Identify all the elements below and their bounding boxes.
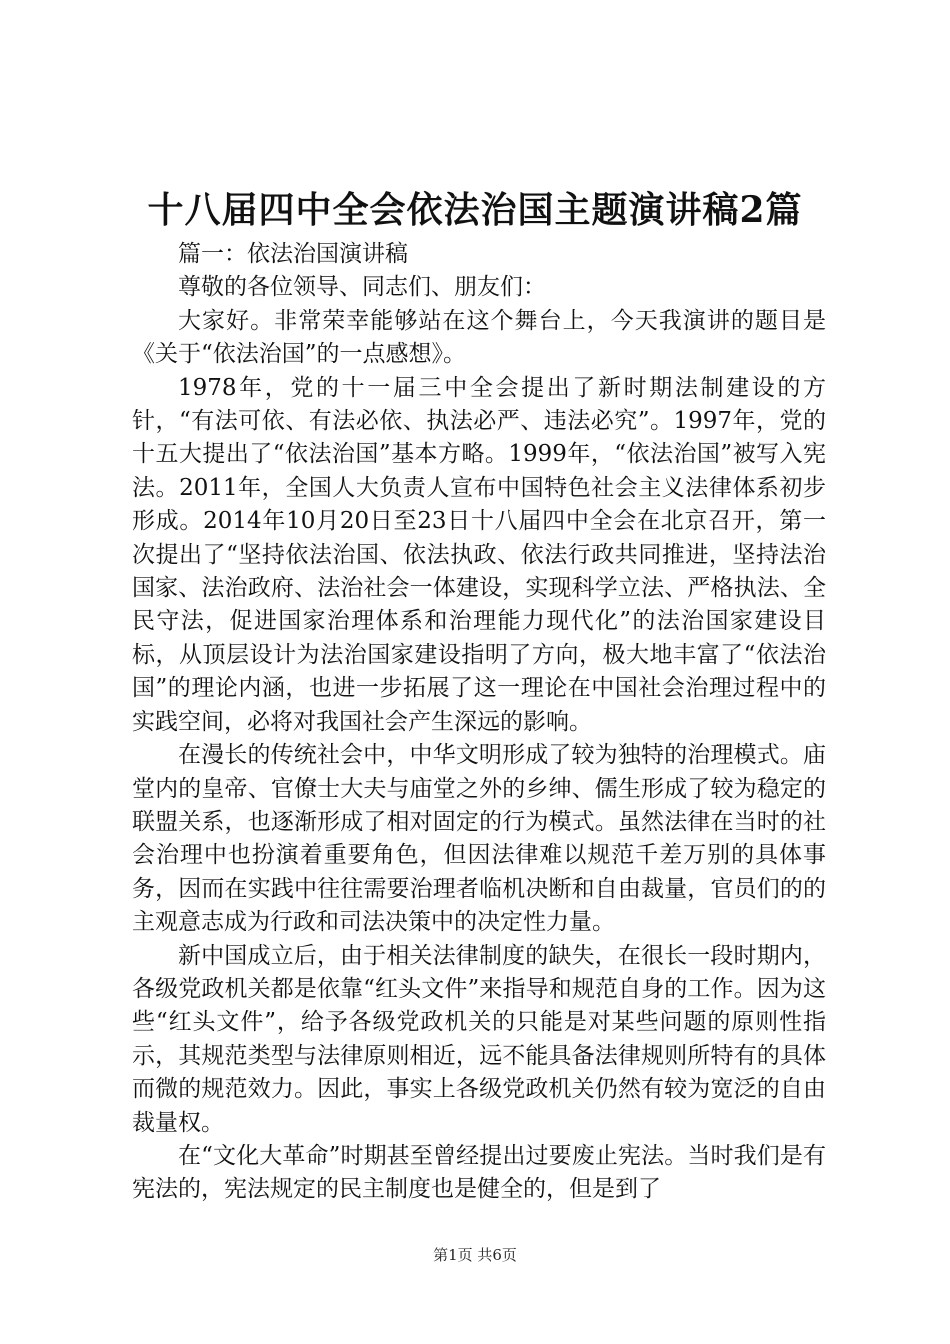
document-title: 十八届四中全会依法治国主题演讲稿2篇 [147, 189, 803, 231]
body-paragraph: 在“文化大革命”时期甚至曾经提出过要废止宪法。当时我们是有宪法的，宪法规定的民主制度也是健全的，但是到了 [132, 1142, 826, 1203]
section-heading: 篇一：依法治国演讲稿 [178, 241, 408, 267]
page-number: 第1页 共6页 [433, 1246, 517, 1264]
body-paragraph: 在漫长的传统社会中，中华文明形成了较为独特的治理模式。庙堂内的皇帝、官僚士大夫与庙堂之外的乡绅、儒生形成了较为稳定的联盟关系，也逐渐形成了相对固定的行为模式。虽然法律在当时的社会治理中也扮演着重要角色，但因法律难以规范千差万别的具体事务，因而在实践中往往需要治理者临机决断和自由裁量，官员们的的主观意志成为行政和司法决策中的决定性力量。 [132, 742, 826, 936]
document-body [132, 238, 826, 1207]
salutation: 尊敬的各位领导、同志们、朋友们： [178, 274, 546, 301]
body-paragraph: 新中国成立后，由于相关法律制度的缺失，在很长一段时期内，各级党政机关都是依靠“红头文件”来指导和规范自身的工作。因为这些“红头文件”，给予各级党政机关的只能是对某些问题的原则性指示，其规范类型与法律原则相近，远不能具备法律规则所特有的具体而微的规范效力。因此，事实上各级党政机关仍然有较为宽泛的自由裁量权。 [132, 942, 826, 1136]
body-paragraph: 1978年，党的十一届三中全会提出了新时期法制建设的方针，“有法可依、有法必依、执法必严、违法必究”。1997年，党的十五大提出了“依法治国”基本方略。1999年，“依法治国”被写入宪法。2011年，全国人大负责人宣布中国特色社会主义法律体系初步形成。2014年10月20日至23日十八届四中全会在北京召开，第一次提出了“坚持依法治国、依法执政、依法行政共同推进，坚持法治国家、法治政府、法治社会一体建设，实现科学立法、严格执法、全民守法，促进国家治理体系和治理能力现代化”的法治国家建设目标，从顶层设计为法治国家建设指明了方向，极大地丰富了“依法治国”的理论内涵，也进一步拓展了这一理论在中国社会治理过程中的实践空间，必将对我国社会产生深远的影响。 [132, 374, 826, 735]
body-paragraph: 大家好。非常荣幸能够站在这个舞台上，今天我演讲的题目是《关于“依法治国”的一点感想》。 [132, 307, 826, 368]
